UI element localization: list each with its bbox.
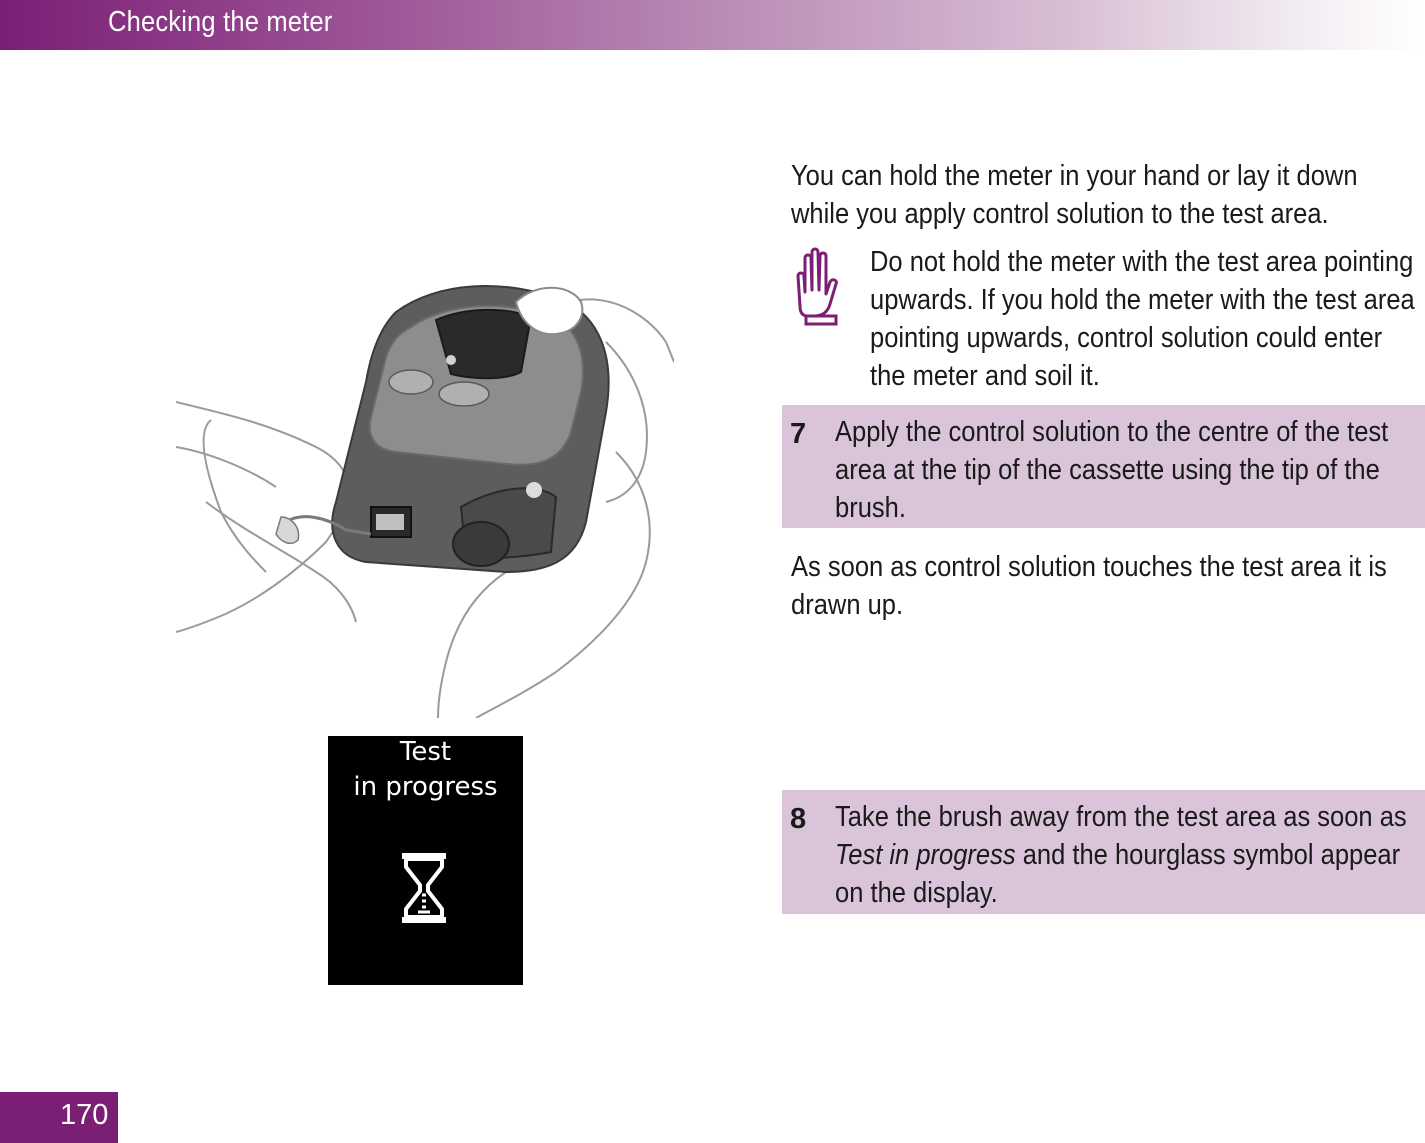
step-line: Apply the control solution to the centre of the test — [835, 416, 1389, 448]
paragraph-line: drawn up. — [791, 589, 904, 621]
step-line: area at the tip of the cassette using the tip of the — [835, 454, 1380, 486]
intro-line: You can hold the meter in your hand or lay it down — [791, 160, 1358, 192]
display-text-test: Test — [399, 737, 452, 767]
paragraph-line: As soon as control solution touches the test area it is — [791, 551, 1387, 583]
step-line: on the display. — [835, 877, 998, 909]
meter-illustration — [176, 272, 674, 718]
display-text-in-progress: in progress — [353, 772, 498, 802]
step-8-number: 8 — [790, 803, 807, 835]
step-7-text — [835, 413, 1388, 527]
warning-note — [870, 243, 1415, 395]
hourglass-icon — [398, 851, 450, 925]
after-step-7-paragraph — [791, 548, 1387, 624]
section-title: Checking the meter — [108, 6, 333, 38]
step-7-number: 7 — [790, 418, 807, 450]
step-8-text — [835, 798, 1407, 912]
warning-line: upwards. If you hold the meter with the test area — [870, 284, 1415, 316]
step-italic-term: Test in progress — [835, 839, 1016, 871]
step-line — [835, 836, 1407, 874]
warning-line: Do not hold the meter with the test area pointing — [870, 246, 1414, 278]
step-line: brush. — [835, 492, 906, 524]
stop-hand-icon — [790, 246, 842, 326]
warning-line: the meter and soil it. — [870, 360, 1100, 392]
intro-line: while you apply control solution to the test area. — [791, 198, 1329, 230]
page-number: 170 — [60, 1099, 109, 1131]
warning-line: pointing upwards, control solution could enter — [870, 322, 1383, 354]
intro-paragraph — [791, 157, 1358, 233]
step-line-rest: and the hourglass symbol appear — [1015, 839, 1401, 871]
step-line: Take the brush away from the test area as soon as — [835, 801, 1407, 833]
